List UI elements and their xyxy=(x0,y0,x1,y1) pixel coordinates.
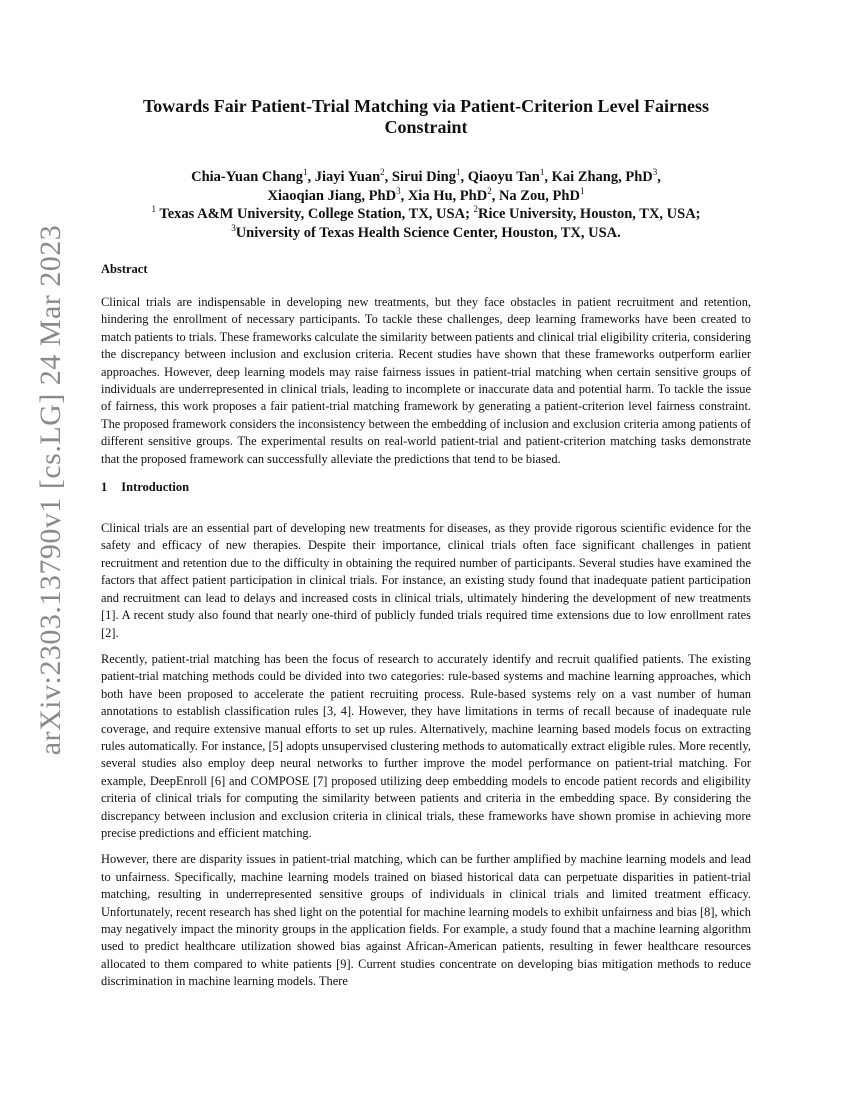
affiliations xyxy=(101,205,751,242)
author: Qiaoyu Tan$^1$, xyxy=(467,167,552,185)
author-list xyxy=(101,168,751,205)
author: Chia-Yuan Chang$^1$, xyxy=(191,167,315,185)
paper-title: Towards Fair Patient-Trial Matching via Patient-Criterion Level Fairness Constraint xyxy=(142,96,710,137)
author: Sirui Ding$^1$, xyxy=(391,167,468,185)
section-number: 1 xyxy=(101,480,108,495)
author: Jiayi Yuan$^2$, xyxy=(314,167,392,185)
body-paragraph: Recently, patient-trial matching has been the focus of research to accurately identify and recruit qualified patients. The existing patient-trial matching methods could be divided into two categories: rule-based systems and machine learning approaches, which both have been proposed to accelerate the patient recruiting process. Rule-based systems rely on a vast number of human annotations to establish classification rules [3, 4]. However, they have limitations in terms of recall because of inadequate rule coverage, and require extensive manual efforts to set up rules. Alternatively, machine learning based models focus on extracting rules automatically. For instance, [5] adopts unsupervised clustering methods to automatically extract eligible rules. More recently, several studies also employ deep neural networks to further improve the model performance on patient-trial matching. For example, DeepEnroll [6] and COMPOSE [7] proposed utilizing deep embedding models to encode patient records and eligibility criteria of clinical trials for computing the similarity between patients and criteria in the embedding space. By considering the discrepancy between inclusion and exclusion criteria in clinical trials, these frameworks have shown promise in achieving more precise predictions and efficient matching. xyxy=(101,651,751,840)
body-paragraph: However, there are disparity issues in patient-trial matching, which can be further amplified by machine learning models and lead to unfairness. Specifically, machine learning models trained on biased historical data can perpetuate disparities in patient-trial matching, resulting in underrepresented sensitive groups of individuals in clinical trials and limited treatment efficacy. Unfortunately, recent research has shed light on the potential for machine learning models to exhibit unfairness and bias [8], which may negatively impact the minority groups in the application fields. For example, a study found that a machine learning algorithm used to predict healthcare utilization showed bias against African-American patients, resulting in fewer healthcare resources allocated to them compared to white patients [9]. Current studies concentrate on developing bias mitigation methods to reduce discrimination in machine learning models. There xyxy=(101,852,751,989)
paper-page xyxy=(101,96,751,991)
abstract-text: Clinical trials are indispensable in developing new treatments, but they face obstacles in patient recruitment and retention, hindering the enrollment of necessary participants. To tackle these challenges, deep learning frameworks have been created to match patients to trials. These frameworks calculate the similarity between patients and clinical trial eligibility criteria, considering the discrepancy between inclusion and exclusion criteria. Recent studies have shown that these frameworks outperform earlier approaches. However, deep learning models may raise fairness issues in patient-trial matching when certain sensitive groups of individuals are underrepresented in clinical trials, leading to incomplete or inaccurate data and potential harm. To tackle the issue of fairness, this work proposes a fair patient-trial matching framework by generating a patient-criterion level fairness constraint. The proposed framework considers the inconsistency between the embedding of inclusion and exclusion criteria among patients of different sensitive groups. The experimental results on real-world patient-trial and patient-criterion matching tasks demonstrate that the proposed framework can successfully alleviate the predictions that tend to be biased. xyxy=(101,295,751,466)
affiliation-line: $^3$University of Texas Health Science Center, Houston, TX, USA. xyxy=(231,222,621,241)
abstract-heading: Abstract xyxy=(101,262,148,276)
body-paragraph: Clinical trials are an essential part of developing new treatments for diseases, as they provide rigorous scientific evidence for the safety and efficacy of new therapies. Despite their importance, clinical trials often face significant challenges in patient recruitment and retention due to the difficulty in obtaining the required number of participants. Several studies have examined the factors that affect patient participation in clinical trials. For instance, an existing study found that inadequate patient participation and recruitment can lead to delays and increased costs in clinical trials, ultimately hindering the development of new treatments [1]. A recent study also found that nearly one-third of publicly funded trials required time extensions due to low enrollment rates [2]. xyxy=(101,521,751,640)
author: Xiaoqian Jiang, PhD$^3$, xyxy=(267,185,408,204)
author: Na Zou, PhD$^1$ xyxy=(498,185,585,204)
affiliation-line: $^1$ Texas A&M University, College Station, TX, USA; $^2$Rice University, Houston, TX, USA; xyxy=(151,204,701,222)
author: Xia Hu, PhD$^2$, xyxy=(407,185,499,204)
arxiv-identifier-text: arXiv:2303.13790v1 [cs.LG] 24 Mar 2023 xyxy=(34,224,67,756)
arxiv-identifier-stamp xyxy=(34,224,67,756)
section-heading-introduction xyxy=(101,480,751,495)
author: Kai Zhang, PhD$^3$, xyxy=(551,167,661,185)
section-title: Introduction xyxy=(121,480,190,495)
